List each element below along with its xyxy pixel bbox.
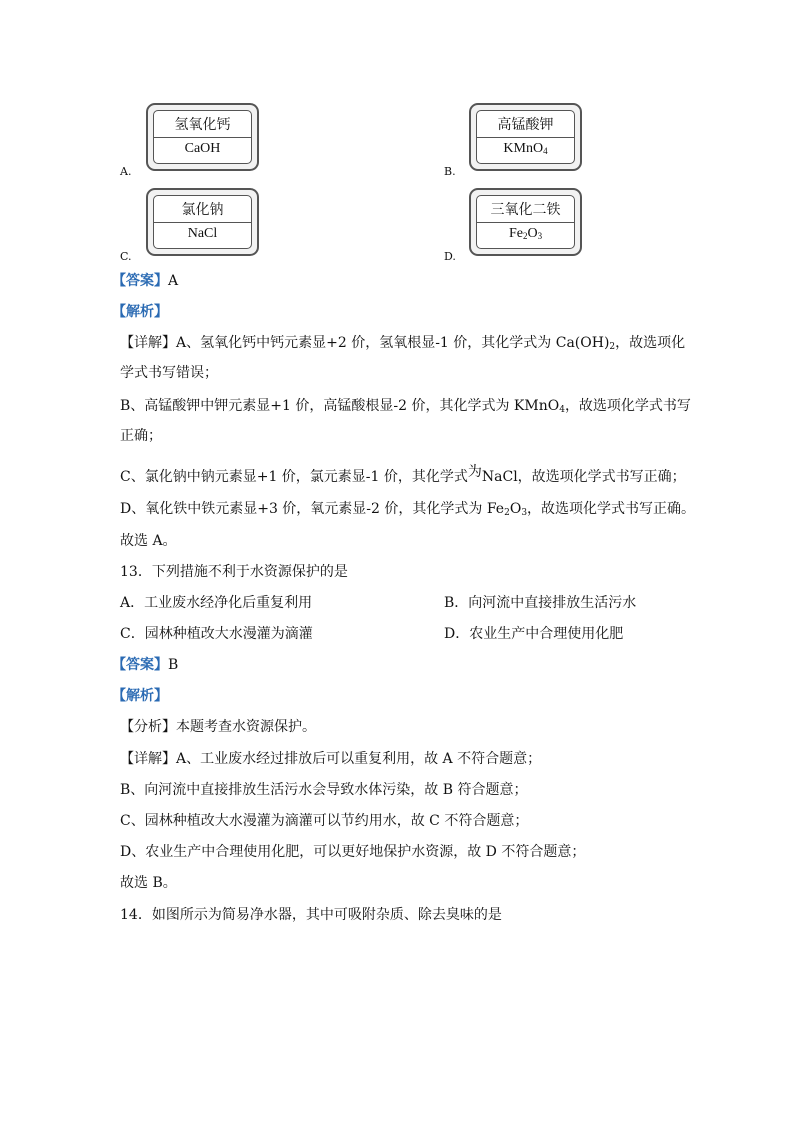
- option-c-letter[interactable]: C.: [120, 250, 132, 263]
- option-a-formula: CaOH: [184, 141, 221, 156]
- q13-option-c[interactable]: C．园林种植改大水漫灌为滴灌: [120, 626, 313, 642]
- q13-stem: 13．下列措施不利于水资源保护的是: [120, 564, 348, 580]
- q12-detail-line2: 学式书写错误；: [120, 365, 218, 381]
- q13-detail-line2: B、向河流中直接排放生活污水会导致水体污染，故 B 符合题意；: [120, 782, 528, 798]
- option-b-card: [469, 103, 582, 171]
- q12-detail-line5: C、氯化钠中钠元素显+1 价，氯元素显-1 价，其化学式为NaCl，故选项化学式书写正确；: [120, 464, 686, 485]
- option-a-name: 氢氧化钙: [154, 114, 251, 138]
- q12-answer: 【答案】A: [112, 273, 179, 289]
- q13-detail-line1: 【详解】A、工业废水经过排放后可以重复利用，故 A 不符合题意；: [120, 751, 542, 767]
- q13-analysis-heading: 【解析】: [112, 688, 168, 704]
- q12-detail-line7: 故选 A。: [120, 533, 177, 549]
- q14-stem: 14．如图所示为简易净水器，其中可吸附杂质、除去臭味的是: [120, 907, 502, 923]
- q13-detail-line3: C、园林种植改大水漫灌为滴灌可以节约用水，故 C 不符合题意；: [120, 813, 529, 829]
- q13-fenxi: 【分析】本题考查水资源保护。: [120, 719, 316, 735]
- q12-detail-line4: 正确；: [120, 428, 162, 444]
- q13-option-d[interactable]: D．农业生产中合理使用化肥: [444, 626, 624, 642]
- q12-analysis-heading: 【解析】: [112, 304, 168, 320]
- q13-option-b[interactable]: B．向河流中直接排放生活污水: [444, 595, 637, 611]
- option-c-card: [146, 188, 259, 256]
- option-a-card: [146, 103, 259, 171]
- option-c-name: 氯化钠: [154, 199, 251, 223]
- q13-option-a[interactable]: A．工业废水经净化后重复利用: [120, 595, 313, 611]
- q12-detail-line3: B、高锰酸钾中钾元素显+1 价，高锰酸根显-2 价，其化学式为 KMnO$_4$，故选项化学式书写: [120, 398, 691, 415]
- option-c-formula: NaCl: [187, 226, 218, 241]
- option-b-name: 高锰酸钾: [477, 114, 574, 138]
- option-d-letter[interactable]: D.: [444, 250, 456, 263]
- option-d-card: [469, 188, 582, 256]
- q13-detail-line5: 故选 B。: [120, 875, 177, 891]
- q12-detail-line1: 【详解】A、氢氧化钙中钙元素显+2 价，氢氧根显-1 价，其化学式为 $Ca(OH)_2$，故选项化: [120, 335, 686, 352]
- option-a-letter[interactable]: A.: [120, 165, 132, 178]
- q13-answer: 【答案】B: [112, 657, 179, 673]
- option-b-formula: KMnO$_4$: [503, 141, 548, 156]
- option-d-name: 三氧化二铁: [477, 199, 574, 223]
- q13-detail-line4: D、农业生产中合理使用化肥，可以更好地保护水资源，故 D 不符合题意；: [120, 844, 586, 860]
- q12-detail-line6: D、氧化铁中铁元素显+3 价，氧元素显-2 价，其化学式为 $Fe_2O_3$，故选项化学式书写正确。: [120, 501, 696, 518]
- option-b-letter[interactable]: B.: [444, 165, 456, 178]
- option-d-formula: $Fe_2O_3$: [508, 226, 543, 241]
